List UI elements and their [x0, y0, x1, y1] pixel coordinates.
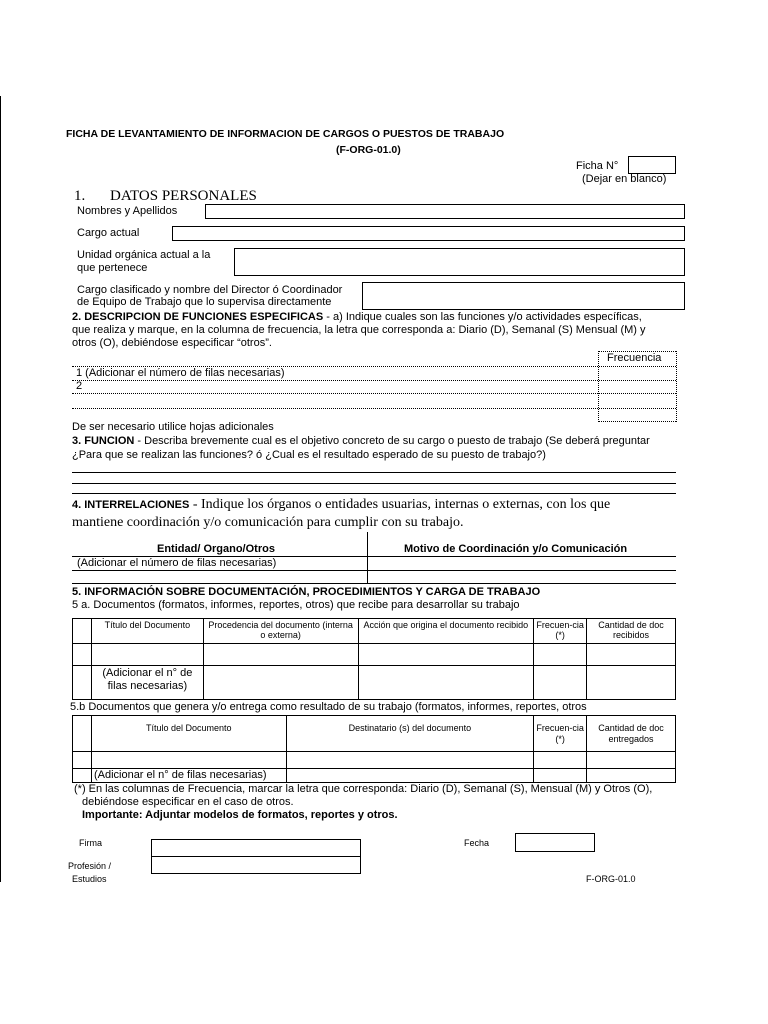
table-cell[interactable] — [73, 752, 92, 769]
freq-col-right — [676, 351, 677, 422]
cargo-label: Cargo actual — [77, 227, 140, 239]
table-cell — [73, 619, 92, 644]
section1-title: DATOS PERSONALES — [110, 188, 257, 204]
firma-field[interactable] — [151, 839, 361, 857]
col-header: Frecuen-cia (*) — [534, 716, 587, 752]
col-header: Procedencia del documento (interna o externa) — [203, 619, 358, 644]
table-cell[interactable] — [534, 644, 587, 666]
section2-note: De ser necesario utilice hojas adicionales — [72, 421, 274, 433]
form-title: FICHA DE LEVANTAMIENTO DE INFORMACION DE CARGOS O PUESTOS DE TRABAJO — [66, 128, 505, 140]
section3-text1: - Describa brevemente cual es el objetivo concreto de su cargo o puesto de trabajo (Se deberá preguntar — [134, 435, 650, 447]
page-edge-line — [0, 96, 1, 882]
table-row — [73, 752, 676, 769]
col-header: Frecuen-cia (*) — [534, 619, 587, 644]
documents-received-table — [72, 618, 676, 700]
section2-text2: que realiza y marque, en la columna de frecuencia, la letra que corresponda a: Diario (D), Semanal (S) Mensual (M) y — [72, 324, 646, 336]
frequency-note-1: (*) En las columnas de Frecuencia, marcar la letra que corresponda: Diario (D), Semanal (S), Mensual (M) y Otros (O), — [74, 783, 653, 795]
table-cell[interactable] — [358, 666, 534, 700]
documents-generated-table — [72, 715, 676, 783]
col-header: Título del Documento — [91, 716, 286, 752]
section2-text1: - a) Indique cuales son las funciones y/o actividades específicas, — [323, 311, 642, 323]
section5a-title: 5 a. Documentos (formatos, informes, reportes, otros) que recibe para desarrollar su trabajo — [72, 599, 520, 611]
section3-title: 3. FUNCION — [72, 435, 135, 447]
funcion-row-line-1 — [72, 380, 676, 381]
funcion-row-line-4 — [598, 421, 676, 422]
table-cell[interactable] — [91, 666, 203, 700]
firma-label: Firma — [79, 838, 102, 848]
profesion-label-1: Profesión / — [68, 861, 112, 871]
director-field[interactable] — [362, 282, 685, 310]
table-cell — [73, 716, 92, 752]
section4-text1: - Indique los órganos o entidades usuarias, internas o externas, con los que — [189, 497, 611, 512]
col-header: Cantidad de doc recibidos — [587, 619, 676, 644]
form-code: (F-ORG-01.0) — [336, 144, 401, 156]
ficha-note: (Dejar en blanco) — [582, 173, 667, 185]
ficha-number-field[interactable] — [628, 156, 676, 174]
funcion-row-2: 2 — [76, 380, 83, 392]
table-cell[interactable] — [286, 769, 534, 783]
section5-title: 5. INFORMACIÓN SOBRE DOCUMENTACIÓN, PROCEDIMIENTOS Y CARGA DE TRABAJO — [72, 586, 541, 598]
section2-line1 — [72, 311, 642, 324]
funcion-answer-line-3[interactable] — [72, 493, 676, 494]
freq-header: Frecuencia — [607, 352, 662, 364]
table-cell[interactable] — [534, 769, 587, 783]
interrel-row-1: (Adicionar el número de filas necesarias) — [77, 557, 277, 569]
footer-code: F-ORG-01.0 — [586, 874, 636, 884]
important-note: Importante: Adjuntar modelos de formatos, reportes y otros. — [82, 809, 398, 821]
table-cell[interactable] — [534, 666, 587, 700]
col-header: Cantidad de doc entregados — [587, 716, 676, 752]
frequency-note-2: debiéndose especificar en el caso de otros. — [82, 796, 294, 808]
table-cell[interactable] — [358, 644, 534, 666]
section2-text3: otros (O), debiéndose especificar “otros”. — [72, 337, 272, 349]
table-cell[interactable] — [587, 769, 676, 783]
funcion-answer-line-2[interactable] — [72, 483, 676, 484]
interrel-line-3 — [72, 583, 676, 584]
interrel-line-2 — [72, 570, 676, 571]
freq-col-left — [598, 351, 599, 422]
funcion-row-line-2 — [72, 393, 676, 394]
profesion-label-2: Estudios — [72, 874, 107, 884]
cargo-field[interactable] — [172, 226, 685, 241]
section4-text2: mantiene coordinación y/o comunicación para cumplir con su trabajo. — [72, 515, 464, 530]
interrel-col2-header: Motivo de Coordinación y/o Comunicación — [404, 543, 628, 555]
section5b-title: 5.b Documentos que genera y/o entrega como resultado de su trabajo (formatos, informes, reportes, otros — [70, 701, 587, 713]
table-cell[interactable] — [587, 752, 676, 769]
nombres-field[interactable] — [205, 204, 685, 219]
ficha-label: Ficha N° — [576, 160, 619, 172]
funcion-row-line-3 — [72, 408, 676, 409]
col-header: Destinatario (s) del documento — [286, 716, 534, 752]
section4-title: 4. INTERRELACIONES — [72, 499, 190, 511]
col-header: Acción que origina el documento recibido — [358, 619, 534, 644]
funcion-answer-line-1[interactable] — [72, 472, 676, 473]
table-row — [73, 666, 676, 700]
table-cell[interactable]: (Adicionar el n° de filas necesarias) — [91, 769, 286, 783]
section3-text2: ¿Para que se realizan las funciones? ó ¿Cual es el resultado esperado de su puesto de trabajo?) — [72, 449, 546, 461]
add-rows-note-2: filas necesarias) — [107, 679, 188, 692]
table-cell[interactable] — [73, 644, 92, 666]
table-cell[interactable] — [73, 666, 92, 700]
fecha-field[interactable] — [515, 833, 595, 852]
unidad-field[interactable] — [234, 248, 685, 276]
table-cell[interactable] — [286, 752, 534, 769]
section3-line1 — [72, 435, 650, 448]
table-cell[interactable] — [203, 666, 358, 700]
table-cell[interactable] — [587, 666, 676, 700]
table-row — [73, 769, 676, 783]
table-cell[interactable] — [203, 644, 358, 666]
table-cell[interactable] — [73, 769, 92, 783]
col-header: Título del Documento — [91, 619, 203, 644]
table-cell[interactable] — [534, 752, 587, 769]
table-cell[interactable] — [91, 644, 203, 666]
unidad-label-1: Unidad orgánica actual a la — [77, 249, 211, 261]
fecha-label: Fecha — [464, 838, 490, 848]
profesion-field[interactable] — [151, 856, 361, 874]
table-cell[interactable] — [587, 644, 676, 666]
add-rows-note-1: (Adicionar el n° de — [102, 667, 193, 679]
interrel-col1-header: Entidad/ Organo/Otros — [157, 543, 275, 555]
table-cell[interactable] — [91, 752, 286, 769]
table-row — [73, 644, 676, 666]
unidad-label-2: que pertenece — [77, 262, 148, 274]
section4-line1 — [72, 497, 610, 513]
section2-title: 2. DESCRIPCION DE FUNCIONES ESPECIFICAS — [72, 311, 324, 323]
interrel-col-divider — [367, 532, 368, 584]
director-label-2: de Equipo de Trabajo que lo supervisa directamente — [77, 296, 332, 308]
nombres-label: Nombres y Apellidos — [77, 205, 178, 217]
funcion-row-1: 1 (Adicionar el número de filas necesarias) — [76, 367, 285, 379]
section1-number: 1. — [74, 188, 86, 204]
director-label-1: Cargo clasificado y nombre del Director ó Coordinador — [77, 284, 343, 296]
